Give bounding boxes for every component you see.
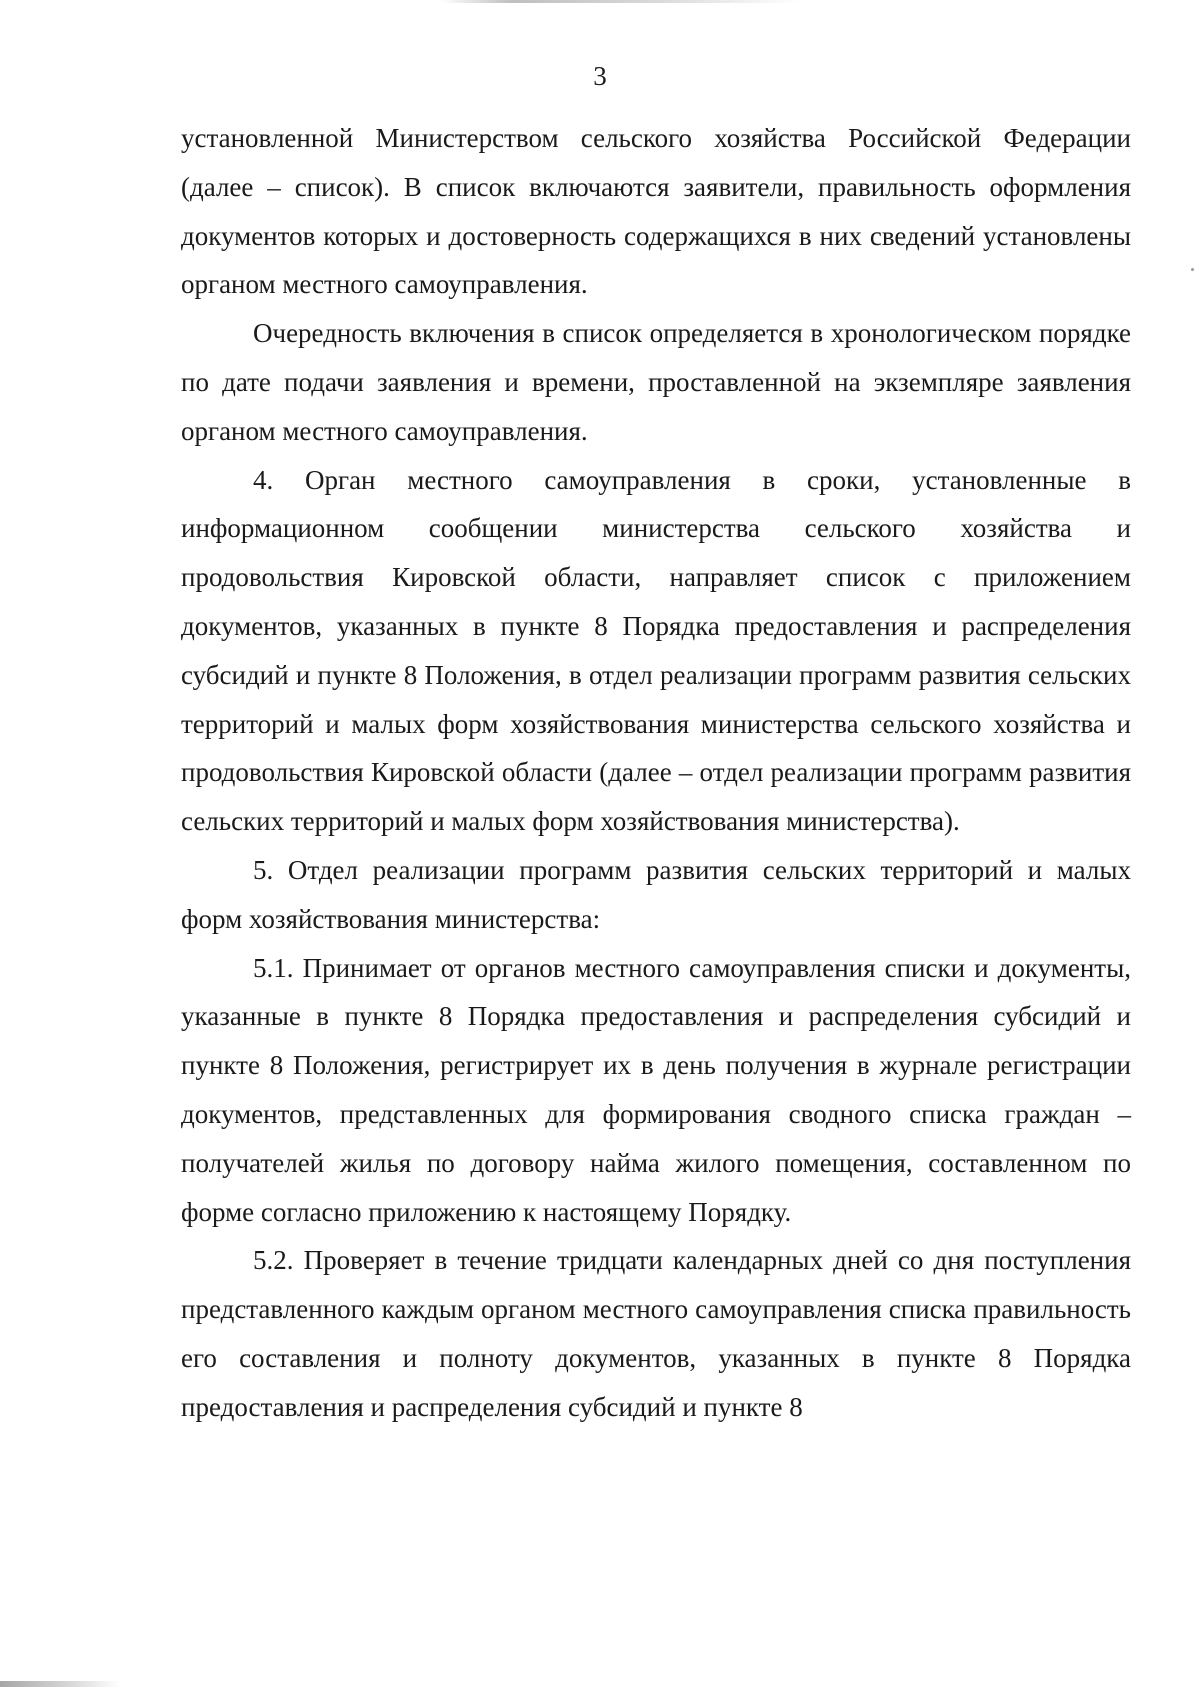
scan-artifact-top [440, 0, 800, 3]
paragraph-item-5: 5. Отдел реализации программ развития сельских территорий и малых форм хозяйствования министерства: [181, 854, 1131, 934]
paragraph-item-4: 4. Орган местного самоуправления в сроки, установленные в информационном сообщении министерства сельского хозяйства и продовольствия Кировской области, направляет список с приложением документов, указанных в пункте 8 Порядка предоставления и распределения субсидий и пункте 8 Положения, в отдел реализации программ развития сельских территорий и малых форм хозяйствования министерства сельского хозяйства и продовольствия Кировской области (далее – отдел реализации программ развития сельских территорий и малых форм хозяйствования министерства). [181, 464, 1131, 837]
paragraph-order-of-inclusion: Очередность включения в список определяется в хронологическом порядке по дате подачи заявления и времени, проставленной на экземпляре заявления органом местного самоуправления. [181, 318, 1131, 446]
scan-artifact-bottom [0, 1681, 120, 1687]
paragraph-list-definition: установленной Министерством сельского хозяйства Российской Федерации (далее – список). В список включаются заявители, правильность оформления документов которых и достоверность содержащихся в них сведений установлены органом местного самоуправления. [181, 123, 1131, 300]
paragraph-item-5-1: 5.1. Принимает от органов местного самоуправления списки и документы, указанные в пункте 8 Порядка предоставления и распределения субсидий и пункте 8 Положения, регистрирует их в день получения в журнале регистрации документов, представленных для формирования сводного списка граждан – получателей жилья по договору найма жилого помещения, составленном по форме согласно приложению к настоящему Порядку. [181, 952, 1131, 1227]
paragraph-item-5-2: 5.2. Проверяет в течение тридцати календарных дней со дня поступления представленного каждым органом местного самоуправления списка правильность его составления и полноту документов, указанных в пункте 8 Порядка предоставления и распределения субсидий и пункте 8 [181, 1245, 1131, 1422]
scan-artifact-dot [1191, 268, 1194, 271]
document-body [181, 114, 1131, 1432]
page-number: 3 [593, 61, 607, 91]
